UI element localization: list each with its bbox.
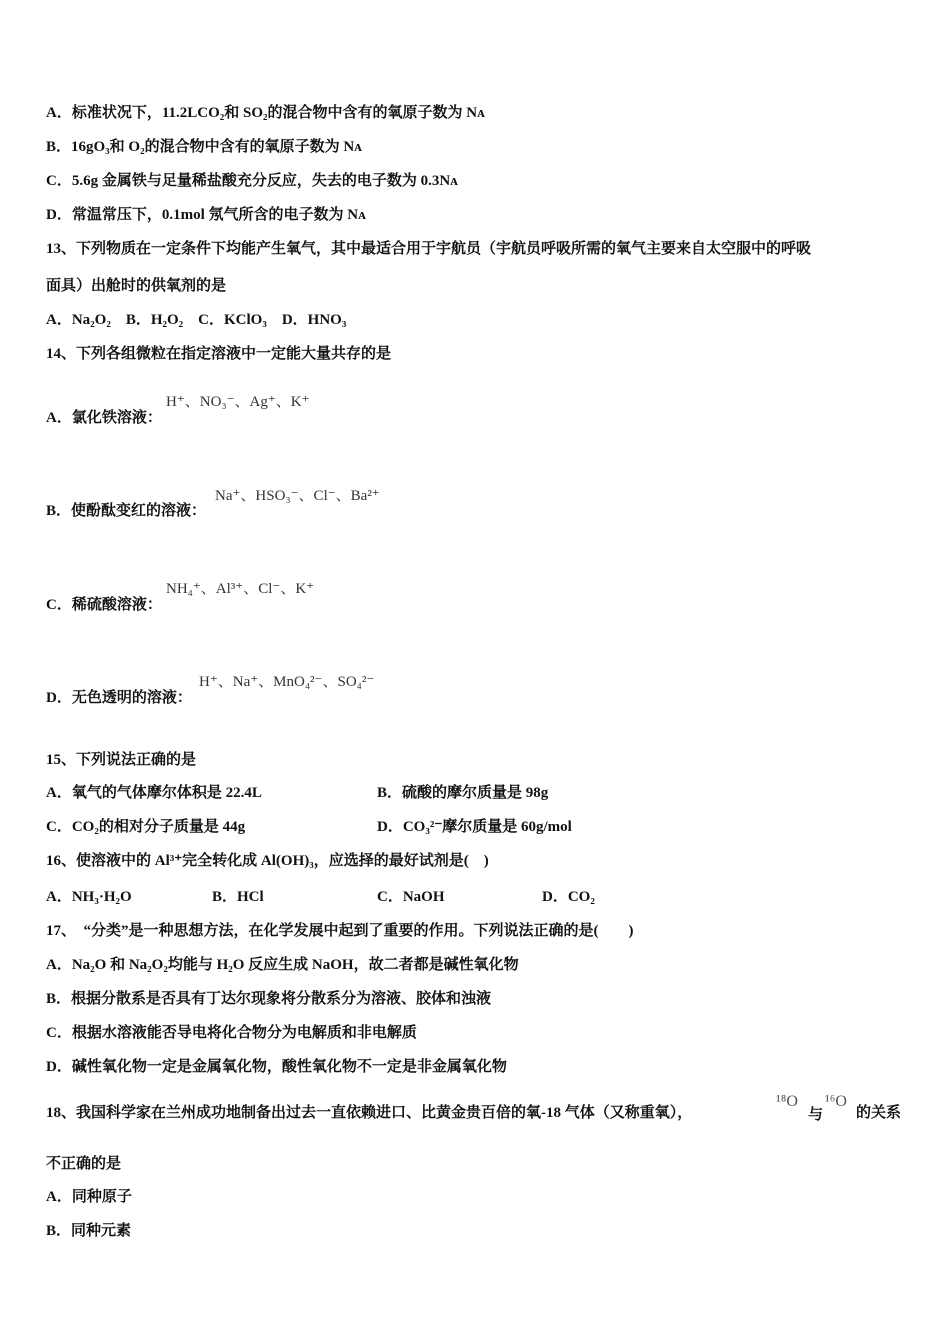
q12-option-d: D．常温常压下，0.1mol 氖气所含的电子数为 Nᴀ (46, 207, 366, 223)
q18-stem-line1: 18、我国科学家在兰州成功地制备出过去一直依赖进口、比黄金贵百倍的氧-18 气体（又称重氧）， (46, 1105, 693, 1121)
q18-option-a: A．同种原子 (46, 1189, 132, 1205)
q17-option-d: D．碱性氧化物一定是金属氧化物，酸性氧化物不一定是非金属氧化物 (46, 1059, 507, 1075)
q14-option-b-ions: Na⁺、HSO₃⁻、Cl⁻、Ba²⁺ (215, 488, 380, 504)
q17-stem: 17、 “分类”是一种思想方法，在化学发展中起到了重要的作用。下列说法正确的是( ) (46, 923, 634, 939)
q14-option-a-label: A．氯化铁溶液： (46, 410, 162, 426)
q14-option-d-label: D．无色透明的溶液： (46, 690, 192, 706)
q14-option-d-ions: H⁺、Na⁺、MnO₄²⁻、SO₄²⁻ (199, 674, 375, 690)
q17-option-b: B．根据分散系是否具有丁达尔现象将分散系分为溶液、胶体和浊液 (46, 991, 492, 1007)
q14-option-c-label: C．稀硫酸溶液： (46, 597, 162, 613)
q17-option-c: C．根据水溶液能否导电将化合物分为电解质和非电解质 (46, 1025, 417, 1041)
q18-stem-line1-end: 的关系 (856, 1105, 902, 1121)
q16-option-a: A．NH₃·H₂O (46, 889, 132, 905)
q15-option-a: A．氧气的气体摩尔体积是 22.4L (46, 785, 262, 801)
q14-option-b-label: B．使酚酞变红的溶液： (46, 503, 207, 519)
q18-isotope-o16: ¹⁶O (825, 1093, 847, 1110)
q18-stem-line2: 不正确的是 (46, 1156, 122, 1172)
q14-option-a-ions: H⁺、NO₃⁻、Ag⁺、K⁺ (166, 394, 310, 410)
q17-option-a: A．Na₂O 和 Na₂O₂均能与 H₂O 反应生成 NaOH，故二者都是碱性氧化物 (46, 957, 519, 973)
q12-option-b: B．16gO₃和 O₂的混合物中含有的氧原子数为 Nᴀ (46, 139, 362, 155)
q15-option-d: D．CO₃²⁻摩尔质量是 60g/mol (377, 819, 572, 835)
q15-option-b: B．硫酸的摩尔质量是 98g (377, 785, 549, 801)
q13-options: A．Na₂O₂ B．H₂O₂ C．KClO₃ D．HNO₃ (46, 312, 347, 328)
q18-isotope-o18: ¹⁸O (776, 1093, 798, 1110)
q13-stem-line1: 13、下列物质在一定条件下均能产生氧气，其中最适合用于宇航员（宇航员呼吸所需的氧气主要来自太空服中的呼吸 (46, 241, 812, 257)
q16-stem: 16、使溶液中的 Al³⁺完全转化成 Al(OH)₃，应选择的最好试剂是( ) (46, 853, 489, 869)
q13-stem-line2: 面具）出舱时的供氧剂的是 (46, 278, 227, 294)
q12-option-a: A．标准状况下，11.2LCO₂和 SO₂的混合物中含有的氧原子数为 Nᴀ (46, 105, 485, 121)
q12-option-c: C．5.6g 金属铁与足量稀盐酸充分反应，失去的电子数为 0.3Nᴀ (46, 173, 458, 189)
q16-option-c: C．NaOH (377, 889, 445, 905)
q18-conjunction: 与 (808, 1107, 824, 1123)
q14-stem: 14、下列各组微粒在指定溶液中一定能大量共存的是 (46, 346, 392, 362)
q14-option-c-ions: NH₄⁺、Al³⁺、Cl⁻、K⁺ (166, 581, 315, 597)
q16-option-d: D．CO₂ (542, 889, 595, 905)
q15-stem: 15、下列说法正确的是 (46, 752, 197, 768)
q15-option-c: C．CO₂的相对分子质量是 44g (46, 819, 246, 835)
q18-option-b: B．同种元素 (46, 1223, 132, 1239)
q16-option-b: B．HCl (212, 889, 264, 905)
